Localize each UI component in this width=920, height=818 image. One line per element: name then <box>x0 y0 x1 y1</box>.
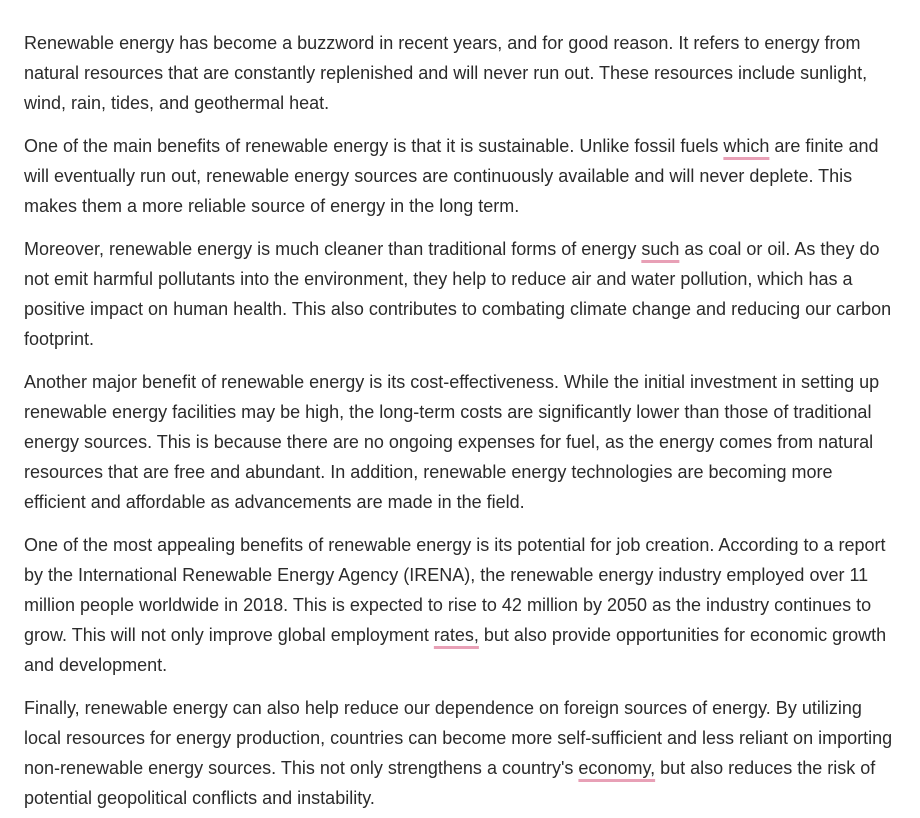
paragraph-text: Renewable energy has become a buzzword in recent years, and for good reason. It refers to energy from natural resources that are constantly replenished and will never run out. These resources include sunlight, wind, rain, tides, and geothermal heat. <box>24 33 868 113</box>
flagged-word[interactable]: rates, <box>433 625 479 645</box>
flagged-word[interactable]: such <box>641 239 680 259</box>
paragraph <box>24 131 896 221</box>
paragraph-text: One of the main benefits of renewable energy is that it is sustainable. Unlike fossil fuels <box>24 136 724 156</box>
paragraph-text: One of the most appealing benefits of renewable energy is its potential for job creation. According to a report by the International Renewable Energy Agency (IRENA), the renewable energy industry employed over 11 million people worldwide in 2018. This is expected to rise to 42 million by 2050 as the industry continues to grow. This will not only improve global employment <box>24 535 886 645</box>
paragraph <box>24 28 896 118</box>
paragraph-text: Moreover, renewable energy is much cleaner than traditional forms of energy <box>24 239 642 259</box>
paragraph-text: Finally, renewable energy can also help reduce our dependence on foreign sources of energy. By utilizing local resources for energy production, countries can become more self-sufficient and less reliant on importing non-renewable energy sources. This not only strengthens a country's <box>24 698 893 778</box>
paragraph <box>24 234 896 354</box>
paragraph-text: Another major benefit of renewable energy is its cost-effectiveness. While the initial investment in setting up renewable energy facilities may be high, the long-term costs are significantly lower than those of traditional energy sources. This is because there are no ongoing expenses for fuel, as the energy comes from natural resources that are free and abundant. In addition, renewable energy technologies are becoming more efficient and affordable as advancements are made in the field. <box>24 372 880 512</box>
paragraph-text: but also reduces the risk of potential geopolitical conflicts and instability. <box>24 758 876 808</box>
paragraph <box>24 530 896 680</box>
paragraph <box>24 367 896 517</box>
paragraph-text: but also provide opportunities for economic growth and development. <box>24 625 887 675</box>
flagged-word[interactable]: which <box>723 136 770 156</box>
paragraph-text: as coal or oil. As they do not emit harmful pollutants into the environment, they help to reduce air and water pollution, which has a positive impact on human health. This also contributes to combating climate change and reducing our carbon footprint. <box>24 239 892 349</box>
paragraph-text: are finite and will eventually run out, renewable energy sources are continuously available and will never deplete. This makes them a more reliable source of energy in the long term. <box>24 136 879 216</box>
flagged-word[interactable]: economy, <box>578 758 656 778</box>
paragraph <box>24 693 896 813</box>
